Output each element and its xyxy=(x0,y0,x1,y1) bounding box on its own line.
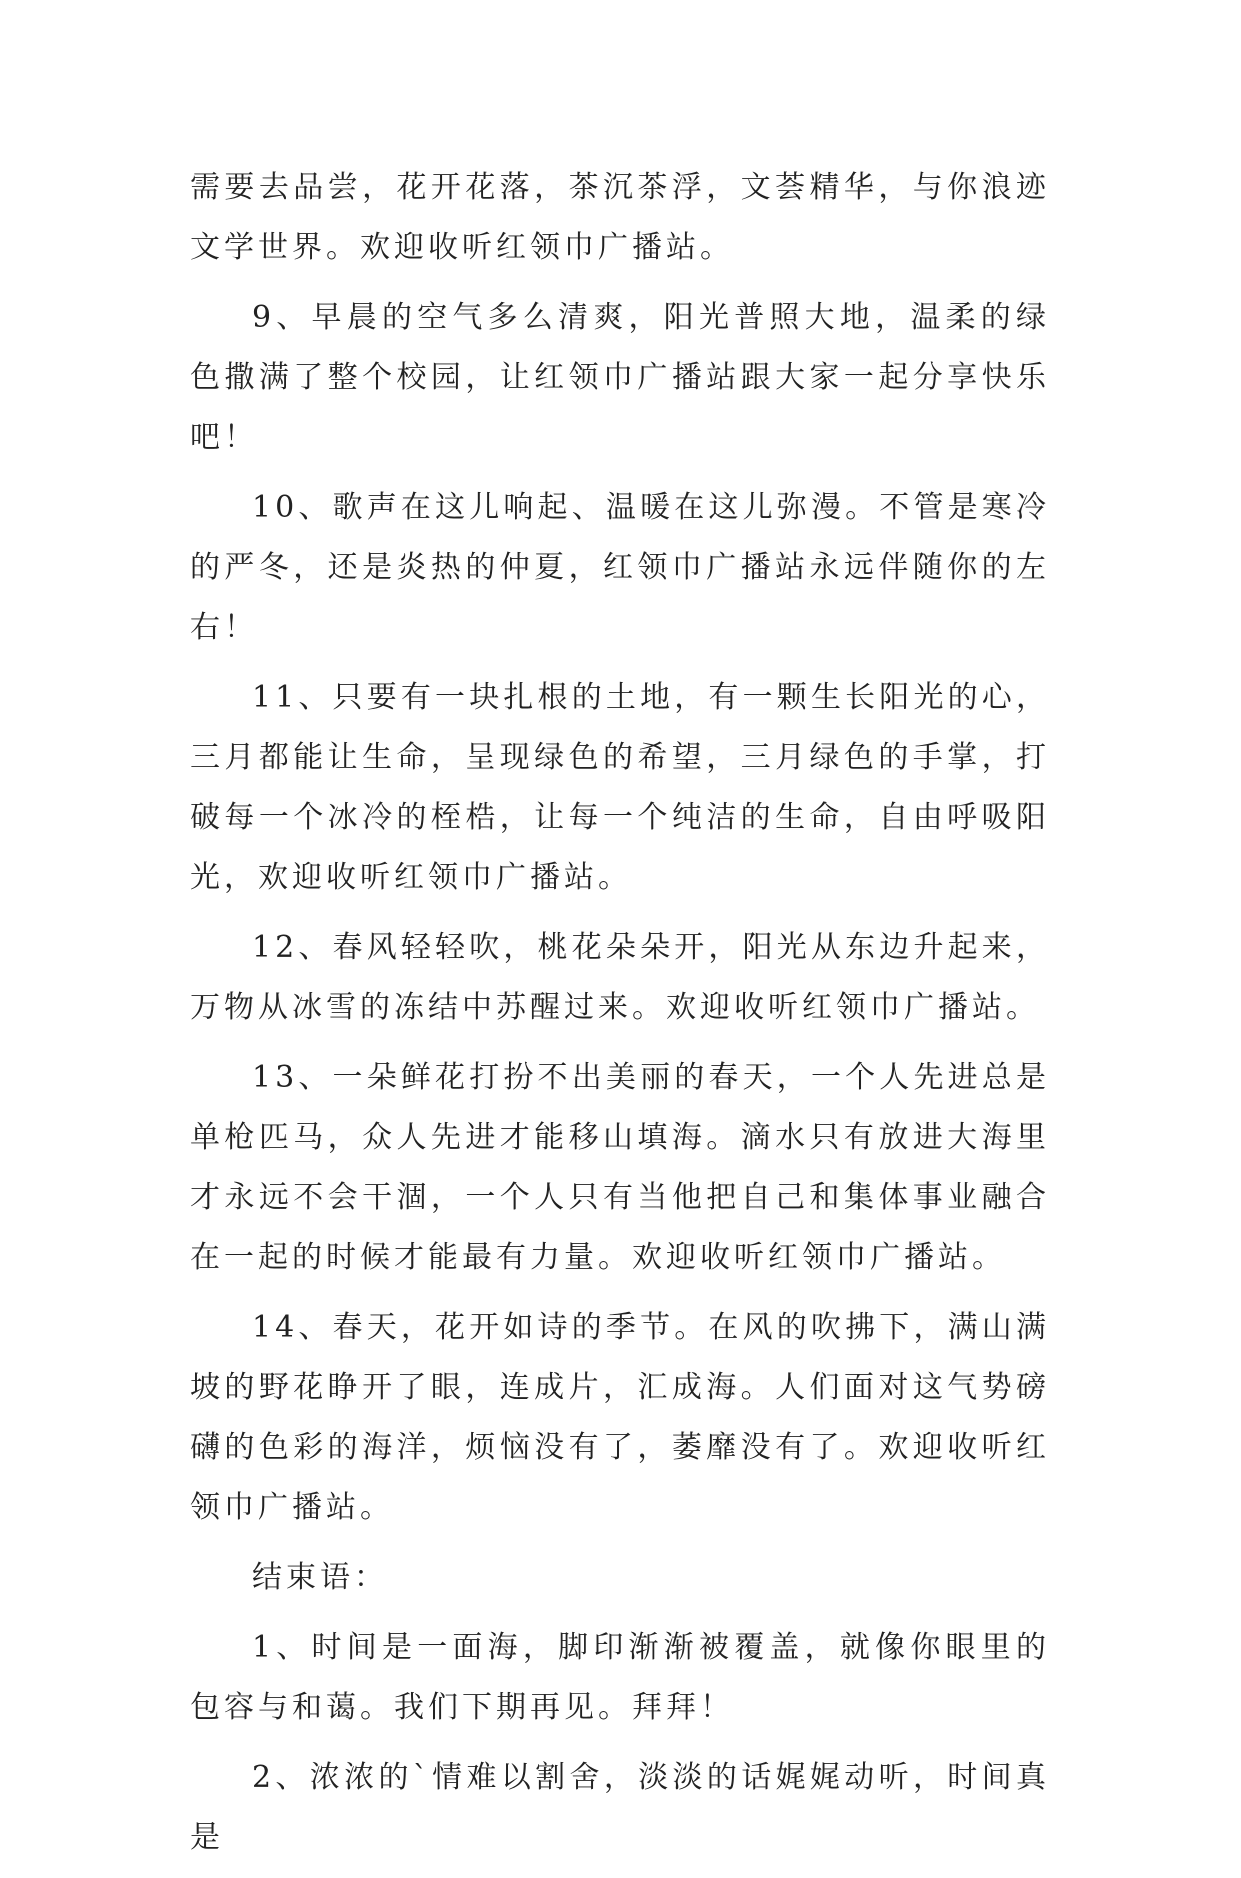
closing-heading: 结束语： xyxy=(252,1560,388,1595)
paragraph-13: 13、一朵鲜花打扮不出美丽的春天，一个人先进总是单枪匹马，众人先进才能移山填海。滴水只有放进大海里才永远不会干涸，一个人只有当他把自己和集体事业融合在一起的时候才能最有力量。欢迎收听红领巾广播站。 xyxy=(190,1060,1050,1275)
paragraph-10: 10、歌声在这儿响起、温暖在这儿弥漫。不管是寒冷的严冬，还是炎热的仲夏，红领巾广播站永远伴随你的左右！ xyxy=(190,490,1050,645)
closing-paragraph-1: 1、时间是一面海，脚印渐渐被覆盖，就像你眼里的包容与和蔼。我们下期再见。拜拜！ xyxy=(190,1630,1050,1725)
paragraph-9: 9、早晨的空气多么清爽，阳光普照大地，温柔的绿色撒满了整个校园，让红领巾广播站跟大家一起分享快乐吧！ xyxy=(190,300,1050,455)
paragraph-continuation: 需要去品尝，花开花落，茶沉茶浮，文荟精华，与你浪迹文学世界。欢迎收听红领巾广播站。 xyxy=(190,170,1050,265)
document-body xyxy=(190,158,1050,1878)
paragraph-14: 14、春天，花开如诗的季节。在风的吹拂下，满山满坡的野花睁开了眼，连成片，汇成海。人们面对这气势磅礴的色彩的海洋，烦恼没有了，萎靡没有了。欢迎收听红领巾广播站。 xyxy=(190,1310,1050,1525)
closing-paragraph-2: 2、浓浓的`情难以割舍，淡淡的话娓娓动听，时间真是 xyxy=(190,1760,1050,1855)
paragraph-11: 11、只要有一块扎根的土地，有一颗生长阳光的心，三月都能让生命，呈现绿色的希望，三月绿色的手掌，打破每一个冰冷的桎梏，让每一个纯洁的生命，自由呼吸阳光，欢迎收听红领巾广播站。 xyxy=(190,680,1050,895)
paragraph-12: 12、春风轻轻吹，桃花朵朵开，阳光从东边升起来，万物从冰雪的冻结中苏醒过来。欢迎收听红领巾广播站。 xyxy=(190,930,1050,1025)
